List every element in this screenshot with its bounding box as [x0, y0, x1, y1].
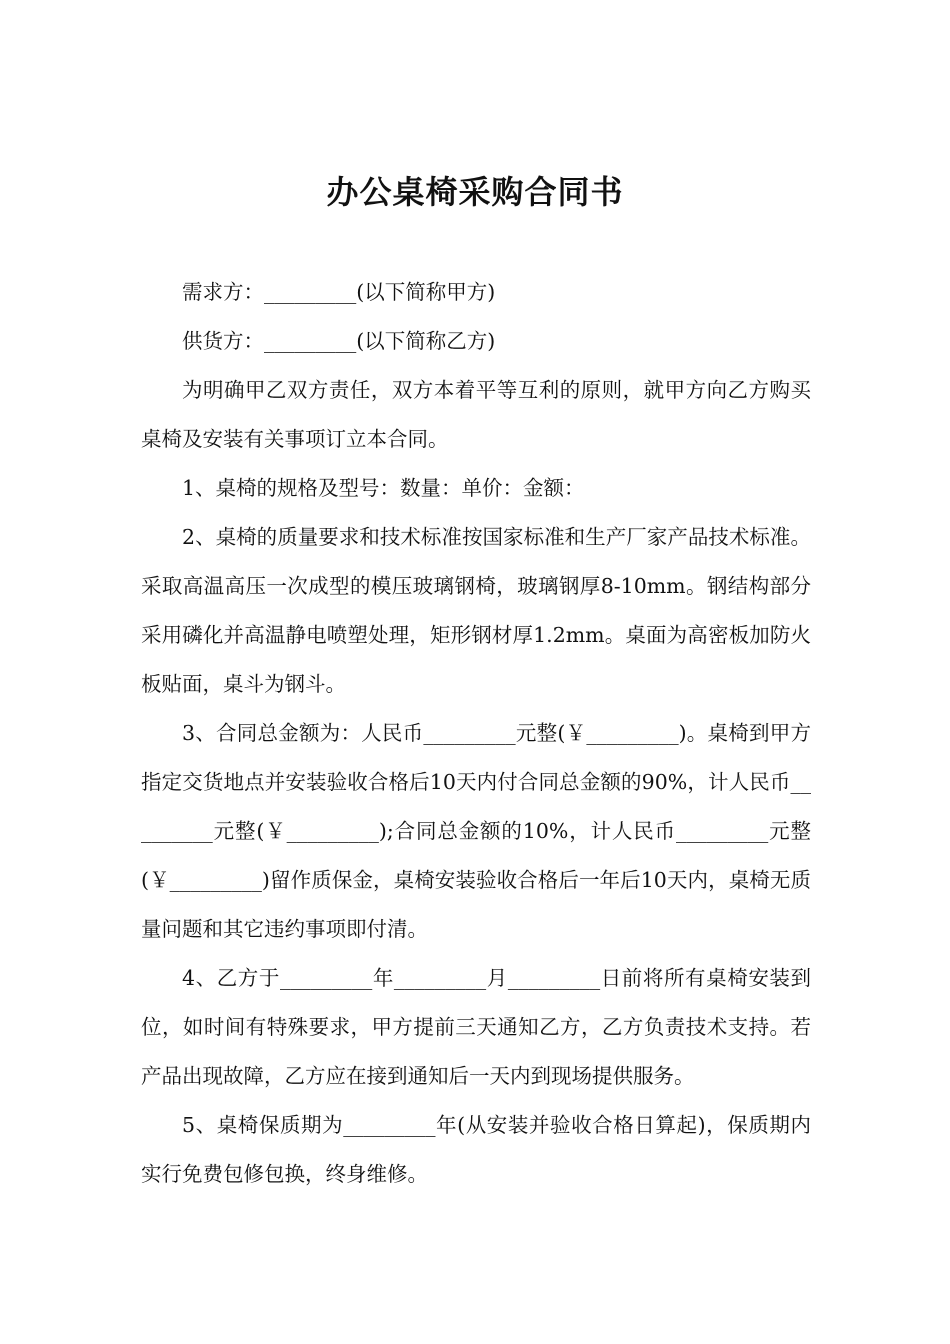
- paragraph-buyer: 需求方：_________(以下简称甲方): [182, 280, 496, 304]
- paragraph-clause-2: 2、桌椅的质量要求和技术标准按国家标准和生产厂家产品技术标准。采取高温高压一次成型的模压玻璃钢椅，玻璃钢厚8-10mm。钢结构部分采用磷化并高温静电喷塑处理，矩形钢材厚1.2mm。桌面为高密板加防火板贴面，桌斗为钢斗。: [141, 525, 811, 696]
- paragraph-clause-4: 4、乙方于_________年_________月_________日前将所有桌椅安装到位，如时间有特殊要求，甲方提前三天通知乙方，乙方负责技术支持。若产品出现故障，乙方应在接到通知后一天内到现场提供服务。: [141, 966, 811, 1088]
- document-title: 办公桌椅采购合同书: [326, 173, 624, 211]
- paragraph-clause-1: 1、桌椅的规格及型号：数量：单价：金额：: [182, 476, 585, 500]
- document-body: [141, 268, 811, 1199]
- paragraph-clause-5: 5、桌椅保质期为_________年(从安装并验收合格日算起)，保质期内实行免费包修包换，终身维修。: [141, 1113, 811, 1186]
- paragraph-supplier: 供货方：_________(以下简称乙方): [182, 329, 496, 353]
- paragraph-clause-3: 3、合同总金额为：人民币_________元整(￥_________)。桌椅到甲方指定交货地点并安装验收合格后10天内付合同总金额的90%，计人民币_________元整(￥_________);合同总金额的10%，计人民币_________元整(￥_________)留作质保金，桌椅安装验收合格后一年后10天内，桌椅无质量问题和其它违约事项即付清。: [141, 721, 811, 941]
- paragraph-preamble: 为明确甲乙双方责任，双方本着平等互利的原则，就甲方向乙方购买桌椅及安装有关事项订立本合同。: [141, 378, 811, 451]
